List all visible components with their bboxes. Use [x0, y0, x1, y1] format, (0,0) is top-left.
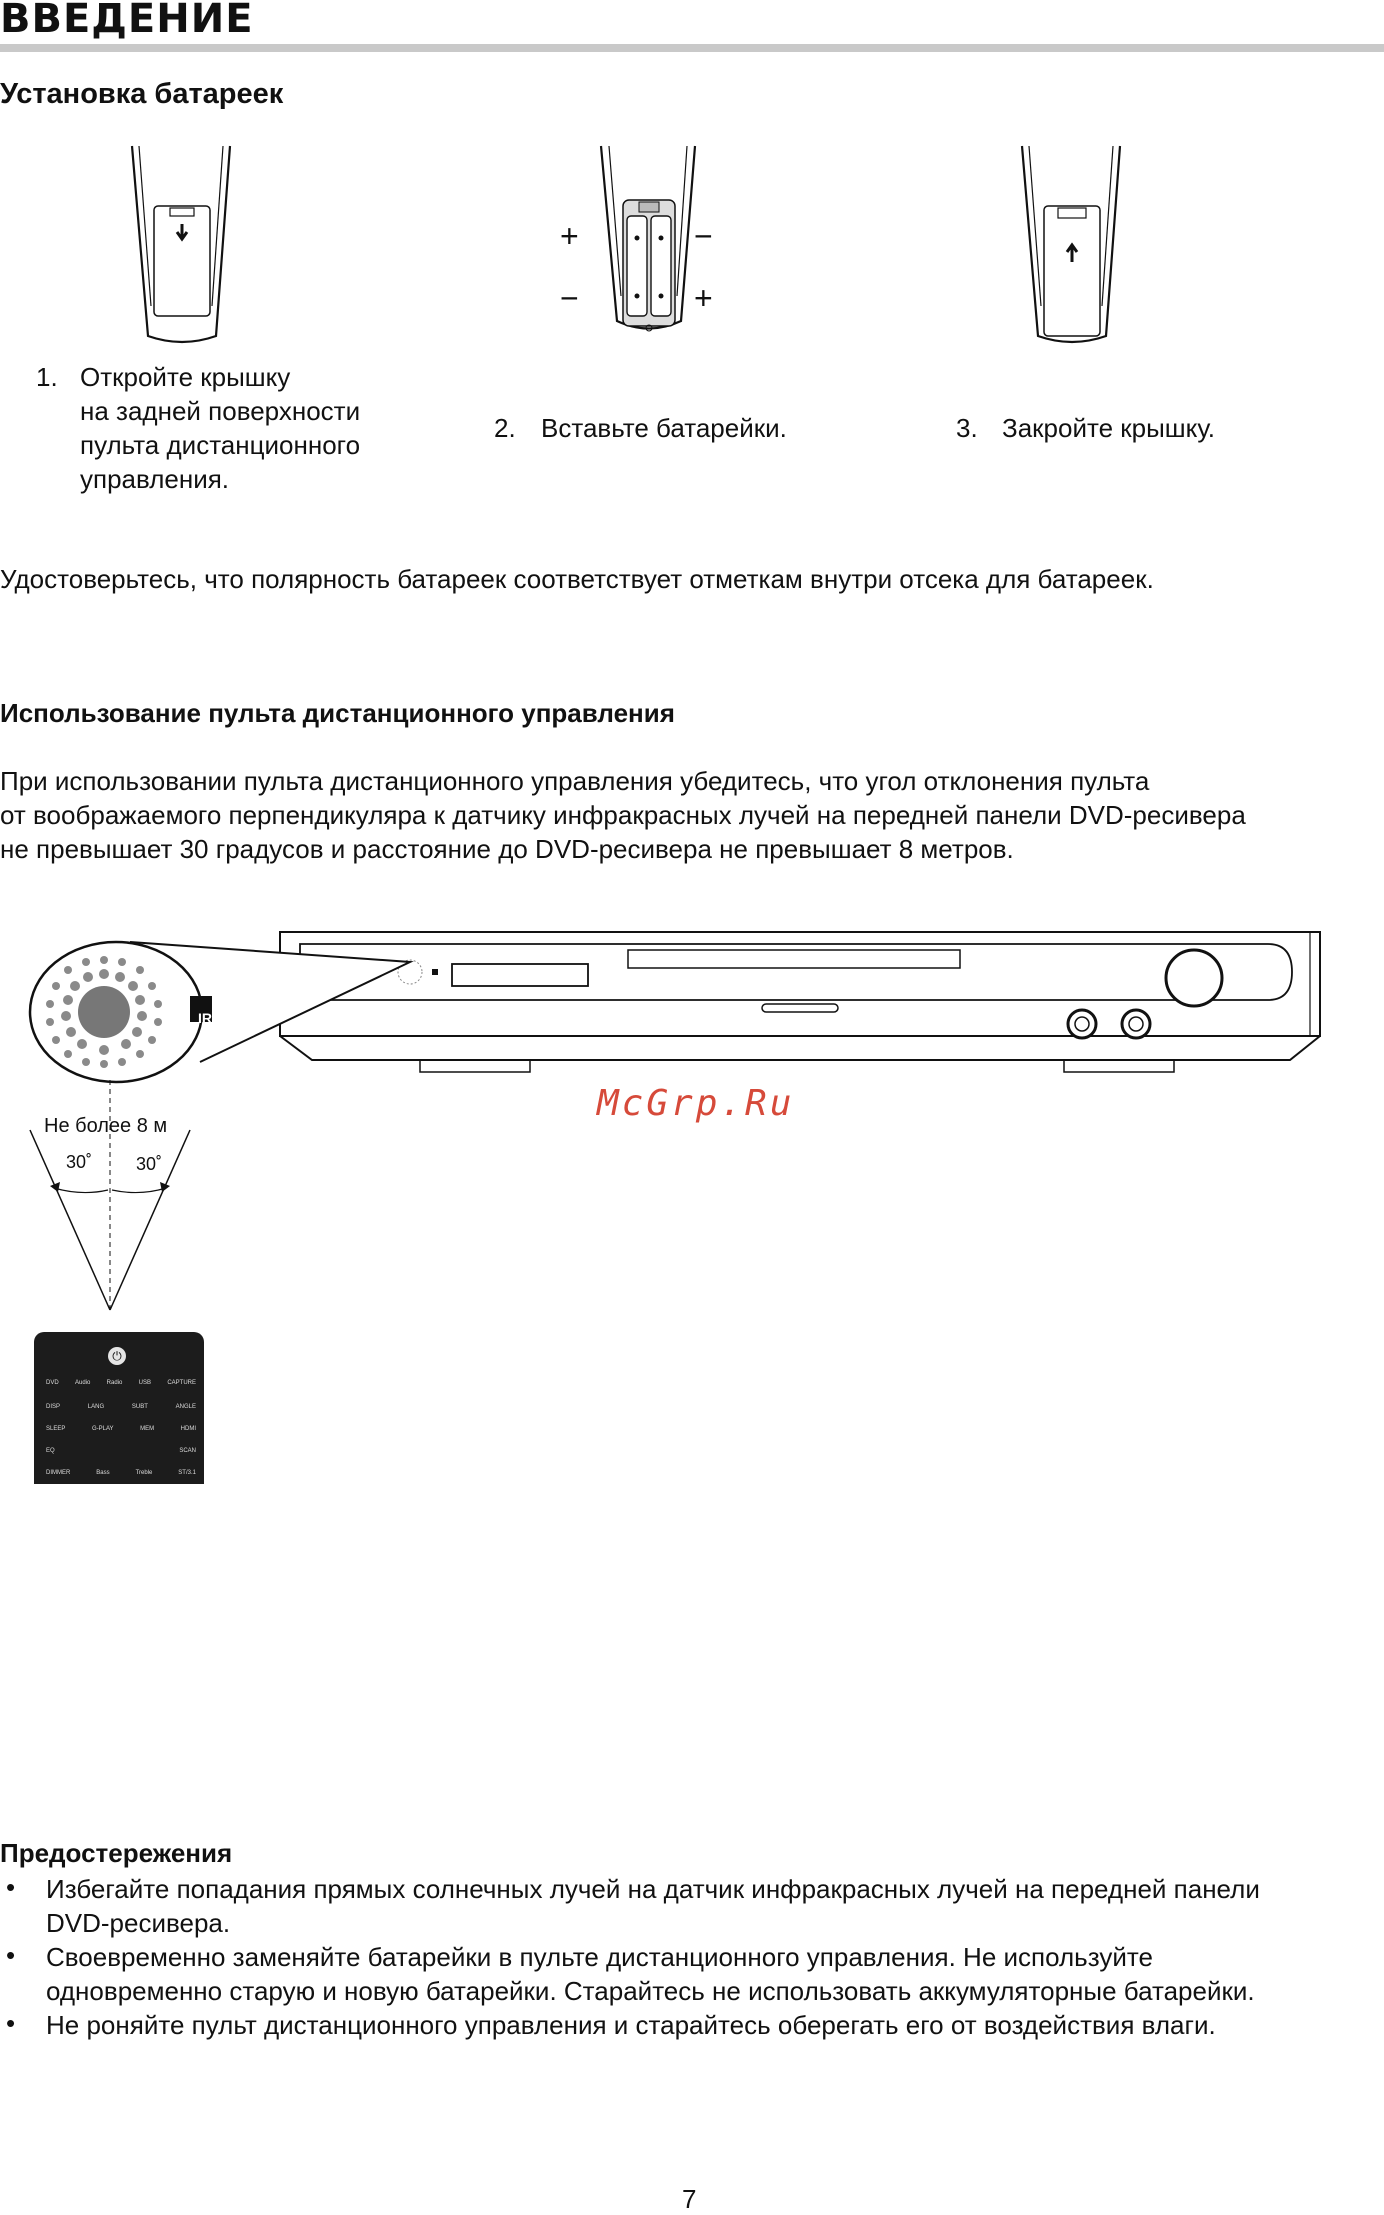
remote-label-treble: Treble [135, 1470, 153, 1476]
remote-label-lang: LANG [87, 1404, 105, 1410]
remote-label-bass: Bass [96, 1470, 110, 1476]
remote-label-gplay: G-PLAY [91, 1426, 114, 1432]
precaution-line: Избегайте попадания прямых солнечных лучей на датчик инфракрасных лучей на передней панели [46, 1874, 1260, 1904]
remote-label-disp: DISP [46, 1404, 61, 1410]
remote-label-radio: Radio [106, 1380, 123, 1386]
bullet-icon: • [6, 1940, 16, 1970]
remote-label-mem: MEM [140, 1426, 155, 1432]
remote-label-eq: EQ [46, 1448, 55, 1454]
remote-usage-line: не превышает 30 градусов и расстояние до DVD-ресивера не превышает 8 метров. [0, 834, 1014, 864]
distance-label: Не более 8 м [44, 1115, 168, 1137]
remote-label-scan: SCAN [179, 1448, 196, 1454]
step-2-number: 2. [494, 413, 516, 443]
bullet-icon: • [6, 2008, 16, 2038]
polarity-note: Удостоверьтесь, что полярность батареек соответствует отметкам внутри отсека для батареек. [0, 564, 1154, 594]
remote-label-dimmer: DIMMER [46, 1470, 71, 1476]
remote-label-hdmi: HDMI [180, 1426, 196, 1432]
watermark: McGrp.Ru [597, 1083, 795, 1124]
page-title: ВВЕДЕНИЕ [0, 0, 254, 42]
remote-label-audio: Audio [74, 1380, 91, 1386]
ir-label: IR [198, 1010, 212, 1026]
remote-usage-line: При использовании пульта дистанционного управления убедитесь, что угол отклонения пульта [0, 766, 1150, 796]
remote-label-angle: ANGLE [175, 1404, 196, 1410]
step-3-text: Закройте крышку. [1002, 413, 1215, 443]
precaution-item [0, 1872, 1384, 1940]
dvd-receiver-front-panel [280, 932, 1320, 1072]
precautions-heading: Предостережения [0, 1838, 233, 1868]
remote-usage-line: от воображаемого перпендикуляра к датчику инфракрасных лучей на передней панели DVD-ресивера [0, 800, 1246, 830]
remote-usage-heading: Использование пульта дистанционного управления [0, 698, 675, 728]
polarity-plus-right: + [694, 280, 713, 316]
step-1-line: пульта дистанционного [80, 430, 361, 460]
polarity-minus-right: − [694, 218, 713, 254]
step-1-line: Откройте крышку [80, 362, 291, 392]
remote-usage-paragraph [0, 764, 1246, 866]
receiver-diagram [0, 920, 1384, 1480]
angle-right-label: 30˚ [136, 1154, 163, 1174]
page-number: 7 [682, 2184, 697, 2214]
precaution-item [0, 1940, 1384, 2008]
precaution-line: Не роняйте пульт дистанционного управления и старайтесь оберегать его от воздействия влаги. [46, 2010, 1216, 2040]
precaution-line: Своевременно заменяйте батарейки в пульте дистанционного управления. Не используйте [46, 1942, 1153, 1972]
remote-control-image [34, 1332, 204, 1484]
bullet-icon: • [6, 1872, 16, 1902]
step-3-number: 3. [956, 413, 978, 443]
remote-label-sleep: SLEEP [46, 1426, 66, 1432]
remote-label-st31: ST/3.1 [178, 1470, 196, 1476]
precaution-line: DVD-ресивера. [46, 1908, 231, 1938]
polarity-plus-left: + [560, 218, 579, 254]
remote-label-subt: SUBT [131, 1404, 148, 1410]
remote-label-usb: USB [138, 1380, 151, 1386]
precaution-line: одновременно старую и новую батарейки. Старайтесь не использовать аккумуляторные батарейки. [46, 1976, 1255, 2006]
header-divider [0, 44, 1384, 52]
power-icon: ⏻ [108, 1347, 126, 1365]
step-2-text: Вставьте батарейки. [541, 413, 787, 443]
polarity-minus-left: − [560, 280, 579, 316]
angle-left-label: 30˚ [66, 1152, 93, 1172]
remote-label-capture: CAPTURE [167, 1380, 196, 1386]
battery-install-heading: Установка батареек [0, 78, 284, 110]
step-1-line: управления. [80, 464, 230, 494]
step-1-line: на задней поверхности [80, 396, 361, 426]
precautions-list [0, 1872, 1384, 2042]
precaution-item [0, 2008, 1384, 2042]
remote-close-cover-illustration [1010, 146, 1130, 341]
step-1-number: 1. [36, 362, 58, 392]
remote-batteries-illustration [593, 146, 703, 341]
remote-open-cover-illustration [120, 146, 240, 341]
remote-label-dvd: DVD [46, 1380, 59, 1386]
step-1-text [80, 360, 400, 496]
